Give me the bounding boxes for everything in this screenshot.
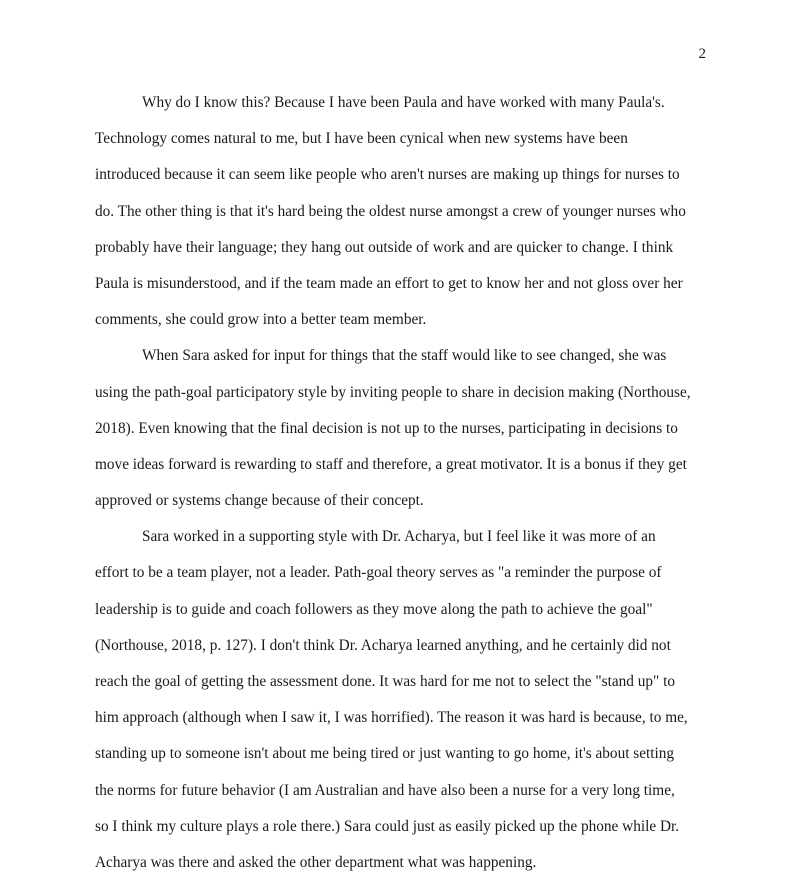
- text-line: Why do I know this? Because I have been Paula and have worked with many Paula's.: [142, 94, 665, 111]
- text-line: Acharya was there and asked the other department what was happening.: [95, 853, 537, 871]
- text-line: him approach (although when I saw it, I was horrified). The reason it was hard is because, to me,: [95, 709, 688, 727]
- text-line: probably have their language; they hang out outside of work and are quicker to change. I think: [95, 238, 674, 256]
- text-line: using the path-goal participatory style by inviting people to share in decision making (Northouse,: [95, 383, 691, 401]
- page-number: 2: [698, 46, 706, 62]
- text-line: do. The other thing is that it's hard being the oldest nurse amongst a crew of younger nurses who: [95, 202, 686, 220]
- text-line: 2018). Even knowing that the final decision is not up to the nurses, participating in decisions to: [95, 419, 678, 437]
- text-line: reach the goal of getting the assessment done. It was hard for me not to select the "stand up" to: [95, 673, 676, 690]
- text-line: comments, she could grow into a better team member.: [95, 311, 427, 329]
- text-line: Technology comes natural to me, but I have been cynical when new systems have been: [95, 130, 628, 148]
- text-line: leadership is to guide and coach followers as they move along the path to achieve the goal": [95, 600, 653, 618]
- body-text: [95, 92, 710, 888]
- text-line: move ideas forward is rewarding to staff and therefore, a great motivator. It is a bonus if they get: [95, 455, 687, 473]
- text-line: so I think my culture plays a role there.) Sara could just as easily picked up the phone while Dr.: [95, 817, 680, 835]
- text-line: (Northouse, 2018, p. 127). I don't think Dr. Acharya learned anything, and he certainly did not: [95, 636, 671, 654]
- paragraph-1: [95, 92, 710, 345]
- text-line: approved or systems change because of their concept.: [95, 492, 424, 510]
- text-line: the norms for future behavior (I am Australian and have also been a nurse for a very long time,: [95, 781, 675, 799]
- text-line: standing up to someone isn't about me being tired or just wanting to go home, it's about setting: [95, 745, 675, 763]
- text-line: Sara worked in a supporting style with Dr. Acharya, but I feel like it was more of an: [142, 528, 656, 546]
- paragraph-2: [95, 345, 710, 526]
- text-line: introduced because it can seem like people who aren't nurses are making up things for nurses to: [95, 166, 680, 184]
- text-line: When Sara asked for input for things that the staff would like to see changed, she was: [142, 347, 667, 365]
- paragraph-3: [95, 526, 710, 888]
- text-line: effort to be a team player, not a leader. Path-goal theory serves as "a reminder the purpose of: [95, 564, 662, 582]
- text-line: Paula is misunderstood, and if the team made an effort to get to know her and not gloss over her: [95, 274, 683, 292]
